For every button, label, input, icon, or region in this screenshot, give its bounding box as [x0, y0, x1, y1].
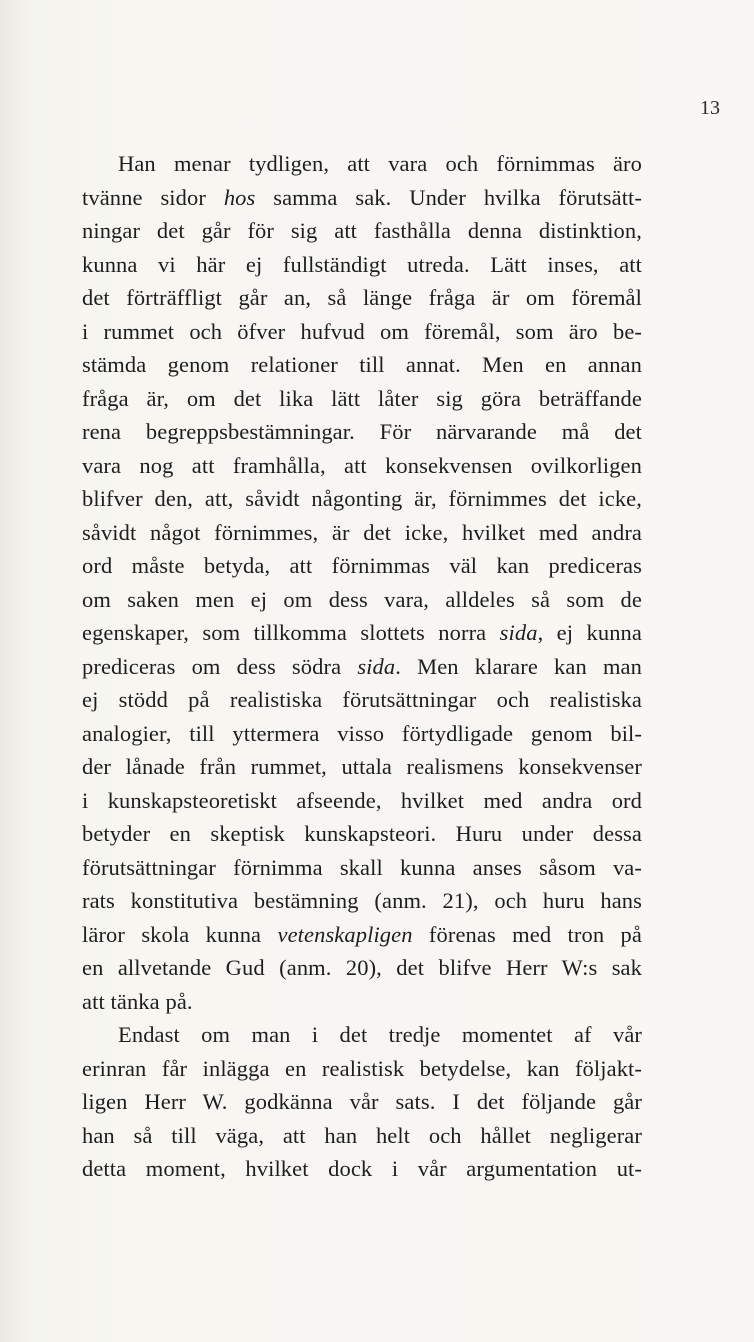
emphasis: vetenskapligen	[277, 921, 413, 947]
emphasis: sida	[357, 653, 396, 679]
text-line: analogier, till yttermera visso förtydligade genom bil-	[82, 720, 642, 746]
paragraph-2	[82, 1018, 642, 1186]
text-line: ningar det går för sig att fasthålla denna distinktion,	[82, 218, 642, 243]
text-line: läror skola kunna vetenskapligen förenas med tron på	[82, 921, 642, 947]
text-line: erinran får inlägga en realistisk betydelse, kan följakt-	[82, 1055, 642, 1081]
text-line: rena begreppsbestämningar. För närvarande må det	[82, 419, 642, 444]
text-line: betyder en skeptisk kunskapsteori. Huru under dessa	[82, 821, 642, 846]
text-line: förutsättningar förnimma skall kunna anses såsom va-	[82, 854, 642, 880]
paragraph-1	[82, 147, 642, 1018]
text-line: detta moment, hvilket dock i vår argumentation ut-	[82, 1156, 642, 1181]
text-line: i kunskapsteoretiskt afseende, hvilket med andra ord	[82, 787, 642, 813]
page-number: 13	[700, 97, 720, 119]
text-line: blifver den, att, såvidt någonting är, förnimmes det icke,	[82, 486, 642, 511]
text-line: tvänne sidor hos samma sak. Under hvilka förutsätt-	[82, 184, 642, 210]
text-line: rats konstitutiva bestämning (anm. 21), och huru hans	[82, 888, 642, 913]
text-line: fråga är, om det lika lätt låter sig göra beträffande	[82, 385, 642, 411]
text-line: ligen Herr W. godkänna vår sats. I det följande går	[82, 1089, 642, 1114]
body-text	[82, 147, 642, 1186]
text-line: stämda genom relationer till annat. Men en annan	[82, 352, 642, 377]
text-line: Han menar tydligen, att vara och förnimmas äro	[118, 151, 642, 176]
text-line: en allvetande Gud (anm. 20), det blifve Herr W:s sak	[82, 955, 642, 980]
text-line: att tänka på.	[82, 988, 193, 1014]
text-line: kunna vi här ej fullständigt utreda. Lätt inses, att	[82, 251, 642, 277]
text-line: egenskaper, som tillkomma slottets norra sida, ej kunna	[82, 620, 642, 645]
text-line: i rummet och öfver hufvud om föremål, som äro be-	[82, 318, 642, 344]
emphasis: hos	[223, 184, 256, 210]
text-line: vara nog att framhålla, att konsekvensen ovilkorligen	[82, 452, 642, 478]
text-line: ej stödd på realistiska förutsättningar och realistiska	[82, 687, 642, 712]
text-line: Endast om man i det tredje momentet af vår	[118, 1022, 642, 1047]
text-line: det förträffligt går an, så länge fråga är om föremål	[82, 285, 642, 310]
text-line: der lånade från rummet, uttala realismens konsekvenser	[82, 754, 642, 779]
text-line: såvidt något förnimmes, är det icke, hvilket med andra	[82, 519, 642, 545]
emphasis: sida	[499, 620, 538, 645]
text-line: han så till väga, att han helt och hållet negligerar	[82, 1122, 642, 1148]
text-line: prediceras om dess södra sida. Men klarare kan man	[82, 653, 642, 679]
text-line: om saken men ej om dess vara, alldeles så som de	[82, 586, 642, 612]
text-line: ord måste betyda, att förnimmas väl kan prediceras	[82, 553, 642, 578]
